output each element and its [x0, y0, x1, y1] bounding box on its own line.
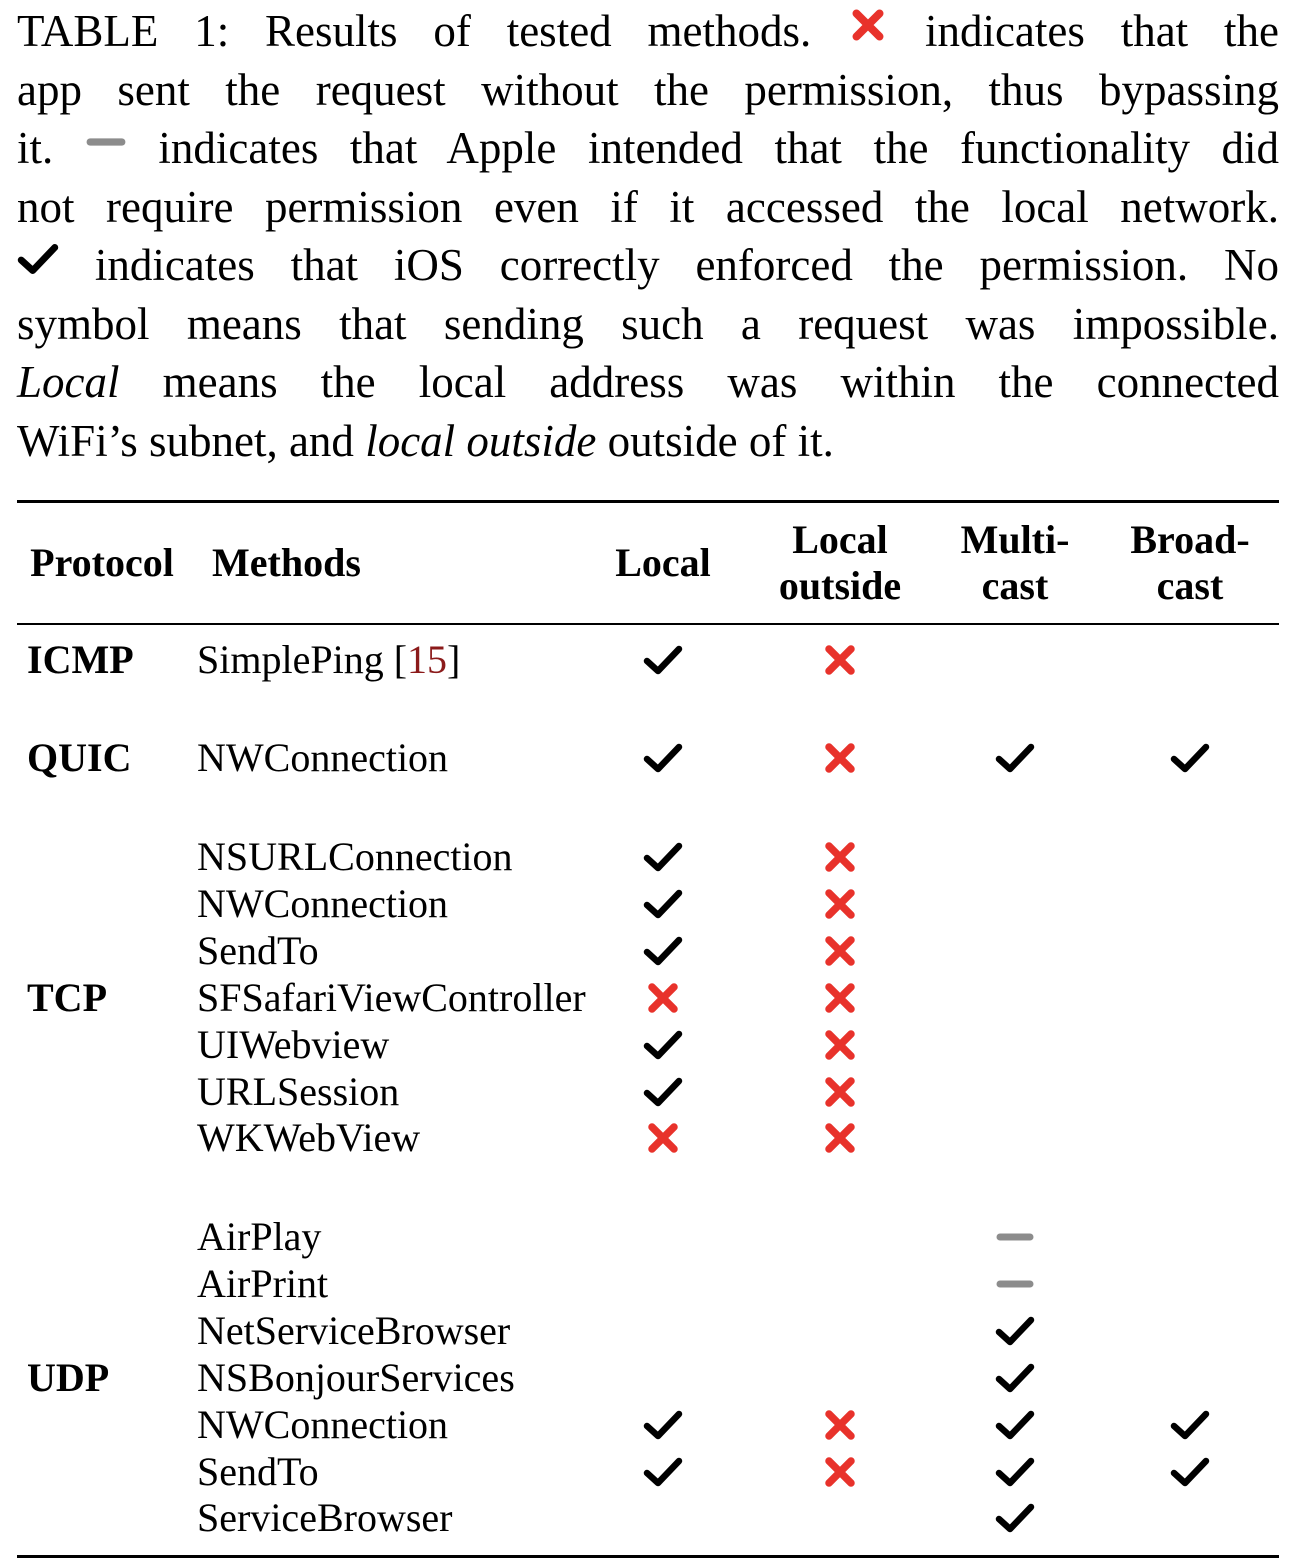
caption-italic-term: local outside [365, 415, 597, 466]
cross-icon [820, 837, 860, 877]
cross-icon [820, 640, 860, 680]
protocol-label: UDP [27, 1354, 110, 1400]
check-icon [643, 884, 683, 924]
method-name: NWConnection [197, 1401, 449, 1447]
caption-text: outside of it. [607, 415, 834, 466]
cross-icon [820, 1072, 860, 1112]
caption-text: means the local address was within the connected [162, 357, 1280, 407]
caption-line [17, 412, 1279, 471]
caption-text: indicates that the [924, 6, 1279, 56]
table-header-rule [17, 623, 1279, 625]
cross-icon [820, 978, 860, 1018]
caption-text: WiFi’s subnet, and [17, 415, 354, 466]
caption-line [17, 61, 1279, 120]
header-methods: Methods [212, 540, 361, 585]
check-icon [995, 1452, 1035, 1492]
header-protocol: Protocol [30, 540, 174, 585]
method-name: SendTo [197, 927, 319, 973]
caption-text: indicates that iOS correctly enforced the permission. No [94, 240, 1279, 290]
header-local: Local [615, 540, 711, 585]
header-local-outside [760, 517, 920, 609]
method-name: AirPlay [197, 1214, 322, 1259]
dash-icon [995, 1264, 1035, 1304]
caption-text: it. [17, 123, 54, 173]
check-icon [643, 837, 683, 877]
caption-line [17, 353, 1279, 412]
check-icon [995, 1498, 1035, 1538]
protocol-label: QUIC [27, 735, 132, 780]
check-icon [995, 1311, 1035, 1351]
method-name: SFSafariViewController [197, 974, 586, 1020]
cross-icon [820, 1452, 860, 1492]
protocol-label: TCP [27, 974, 107, 1020]
header-multicast-line2: cast [981, 563, 1049, 608]
protocol-label: ICMP [27, 637, 134, 682]
cross-icon [643, 978, 683, 1018]
check-icon [643, 1025, 683, 1065]
cross-icon [820, 1118, 860, 1158]
method-name: ServiceBrowser [197, 1495, 453, 1541]
table-top-rule [17, 500, 1279, 503]
header-broadcast [1110, 517, 1270, 609]
method-name: NetServiceBrowser [197, 1307, 511, 1353]
caption-italic-term: Local [17, 357, 120, 407]
cross-icon [820, 931, 860, 971]
caption-line [17, 119, 1279, 178]
header-local-outside-line2: outside [778, 563, 902, 608]
table-bottom-rule [17, 1555, 1279, 1558]
caption-text: TABLE 1: Results of tested methods. [17, 6, 812, 56]
cross-icon [820, 738, 860, 778]
header-multicast [940, 517, 1090, 609]
check-icon [1170, 1452, 1210, 1492]
method-name: NSBonjourServices [197, 1354, 515, 1400]
check-icon [995, 1405, 1035, 1445]
header-broadcast-line2: cast [1156, 563, 1224, 608]
caption-line [17, 2, 1279, 61]
dash-icon [995, 1217, 1035, 1257]
check-icon [643, 1072, 683, 1112]
check-icon [643, 640, 683, 680]
cross-icon [820, 1025, 860, 1065]
check-icon [995, 1358, 1035, 1398]
caption-line [17, 236, 1279, 295]
cross-icon [820, 884, 860, 924]
check-legend-icon [17, 236, 59, 295]
header-multicast-line1: Multi- [960, 517, 1070, 562]
method-name: NWConnection [197, 880, 449, 926]
caption-text: indicates that Apple intended that the functionality did [158, 123, 1280, 173]
check-icon [643, 1452, 683, 1492]
method-name: WKWebView [197, 1115, 421, 1161]
check-icon [643, 738, 683, 778]
method-name: AirPrint [197, 1260, 329, 1306]
header-local-outside-line1: Local [792, 517, 888, 562]
caption-line [17, 295, 1279, 354]
method-name: NSURLConnection [197, 834, 513, 879]
check-icon [1170, 1405, 1210, 1445]
method-name: SimplePing [15] [197, 637, 461, 682]
method-name: NWConnection [197, 735, 449, 780]
method-name: URLSession [197, 1068, 400, 1114]
method-name: SendTo [197, 1448, 319, 1494]
method-name: UIWebview [197, 1021, 390, 1067]
check-icon [643, 1405, 683, 1445]
caption-text: app sent the request without the permission, thus bypassing [17, 64, 1279, 115]
dash-legend-icon [85, 119, 127, 178]
table-caption [17, 2, 1279, 470]
caption-text: not require permission even if it accessed the local network. [17, 181, 1279, 232]
check-icon [643, 931, 683, 971]
cross-legend-icon [847, 2, 889, 61]
caption-line [17, 178, 1279, 237]
check-icon [995, 738, 1035, 778]
cross-icon [820, 1405, 860, 1445]
cross-icon [643, 1118, 683, 1158]
header-broadcast-line1: Broad- [1130, 517, 1250, 562]
caption-text: symbol means that sending such a request was impossible. [17, 298, 1279, 349]
citation-link[interactable]: 15 [407, 637, 448, 682]
check-icon [1170, 738, 1210, 778]
